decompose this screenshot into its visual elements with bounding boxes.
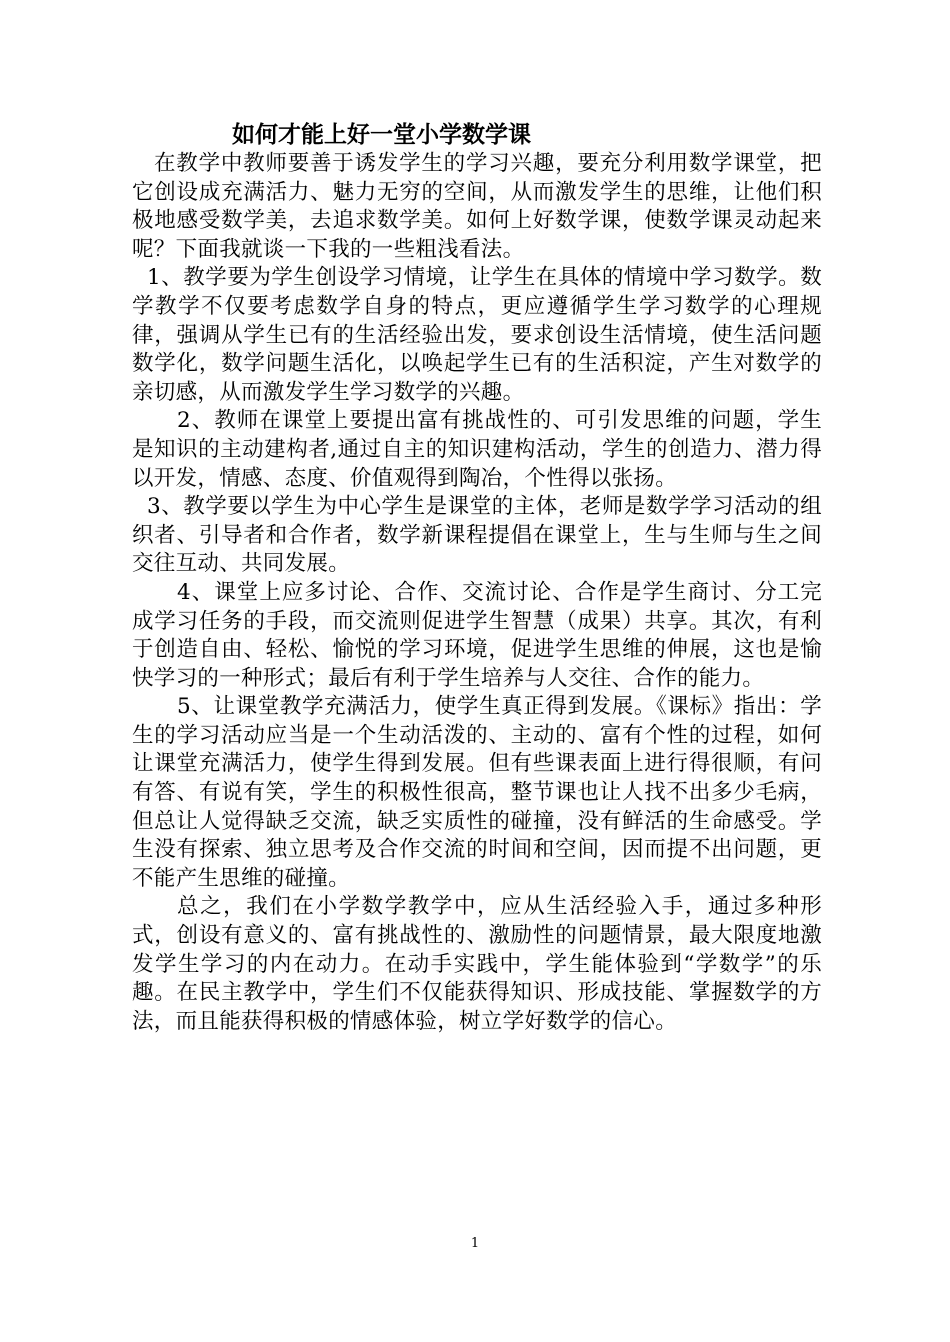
paragraph-point-2: 2、教师在课堂上要提出富有挑战性的、可引发思维的问题，学生是知识的主动建构者,通过自主的知识建构活动，学生的创造力、潜力得以开发，情感、态度、价值观得到陶冶，个性得以张扬。 bbox=[132, 408, 822, 491]
paragraph-point-4: 4、课堂上应多讨论、合作、交流讨论、合作是学生商讨、分工完成学习任务的手段，而交流则促进学生智慧（成果）共享。其次，有利于创造自由、轻松、愉悦的学习环境，促进学生思维的伸展，这也是愉快学习的一种形式；最后有利于学生培养与人交往、合作的能力。 bbox=[132, 579, 822, 691]
paragraph-conclusion: 总之，我们在小学数学教学中，应从生活经验入手，通过多种形式，创设有意义的、富有挑战性的、激励性的问题情景，最大限度地激发学生学习的内在动力。在动手实践中，学生能体验到“学数学”的乐趣。在民主教学中，学生们不仅能获得知识、形成技能、掌握数学的方法，而且能获得积极的情感体验，树立学好数学的信心。 bbox=[132, 894, 822, 1034]
paragraph-point-5: 5、让课堂教学充满活力，使学生真正得到发展。《课标》指出：学生的学习活动应当是一个生动活泼的、主动的、富有个性的过程，如何让课堂充满活力，使学生得到发展。但有些课表面上进行得很顺，有问有答、有说有笑，学生的积极性很高，整节课也让人找不出多少毛病，但总让人觉得缺乏交流，缺乏实质性的碰撞，没有鲜活的生命感受。学生没有探索、独立思考及合作交流的时间和空间，因而提不出问题，更不能产生思维的碰撞。 bbox=[132, 694, 822, 891]
page-number: 1 bbox=[470, 1236, 480, 1251]
document-title: 如何才能上好一堂小学数学课 bbox=[232, 121, 531, 148]
paragraph-point-3: 3、教学要以学生为中心学生是课堂的主体，老师是数学学习活动的组织者、引导者和合作者，数学新课程提倡在课堂上，生与生师与生之间交往互动、共同发展。 bbox=[132, 494, 822, 577]
document-body bbox=[132, 150, 822, 1036]
paragraph-intro: 在教学中教师要善于诱发学生的学习兴趣，要充分利用数学课堂，把它创设成充满活力、魅力无穷的空间，从而激发学生的思维，让他们积极地感受数学美，去追求数学美。如何上好数学课，使数学课灵动起来呢？下面我就谈一下我的一些粗浅看法。 bbox=[132, 151, 822, 262]
paragraph-point-1: 1、教学要为学生创设学习情境，让学生在具体的情境中学习数学。数学教学不仅要考虑数学自身的特点，更应遵循学生学习数学的心理规律，强调从学生已有的生活经验出发，要求创设生活情境，使生活问题数学化，数学问题生活化，以唤起学生已有的生活积淀，产生对数学的亲切感，从而激发学生学习数学的兴趣。 bbox=[132, 265, 822, 405]
